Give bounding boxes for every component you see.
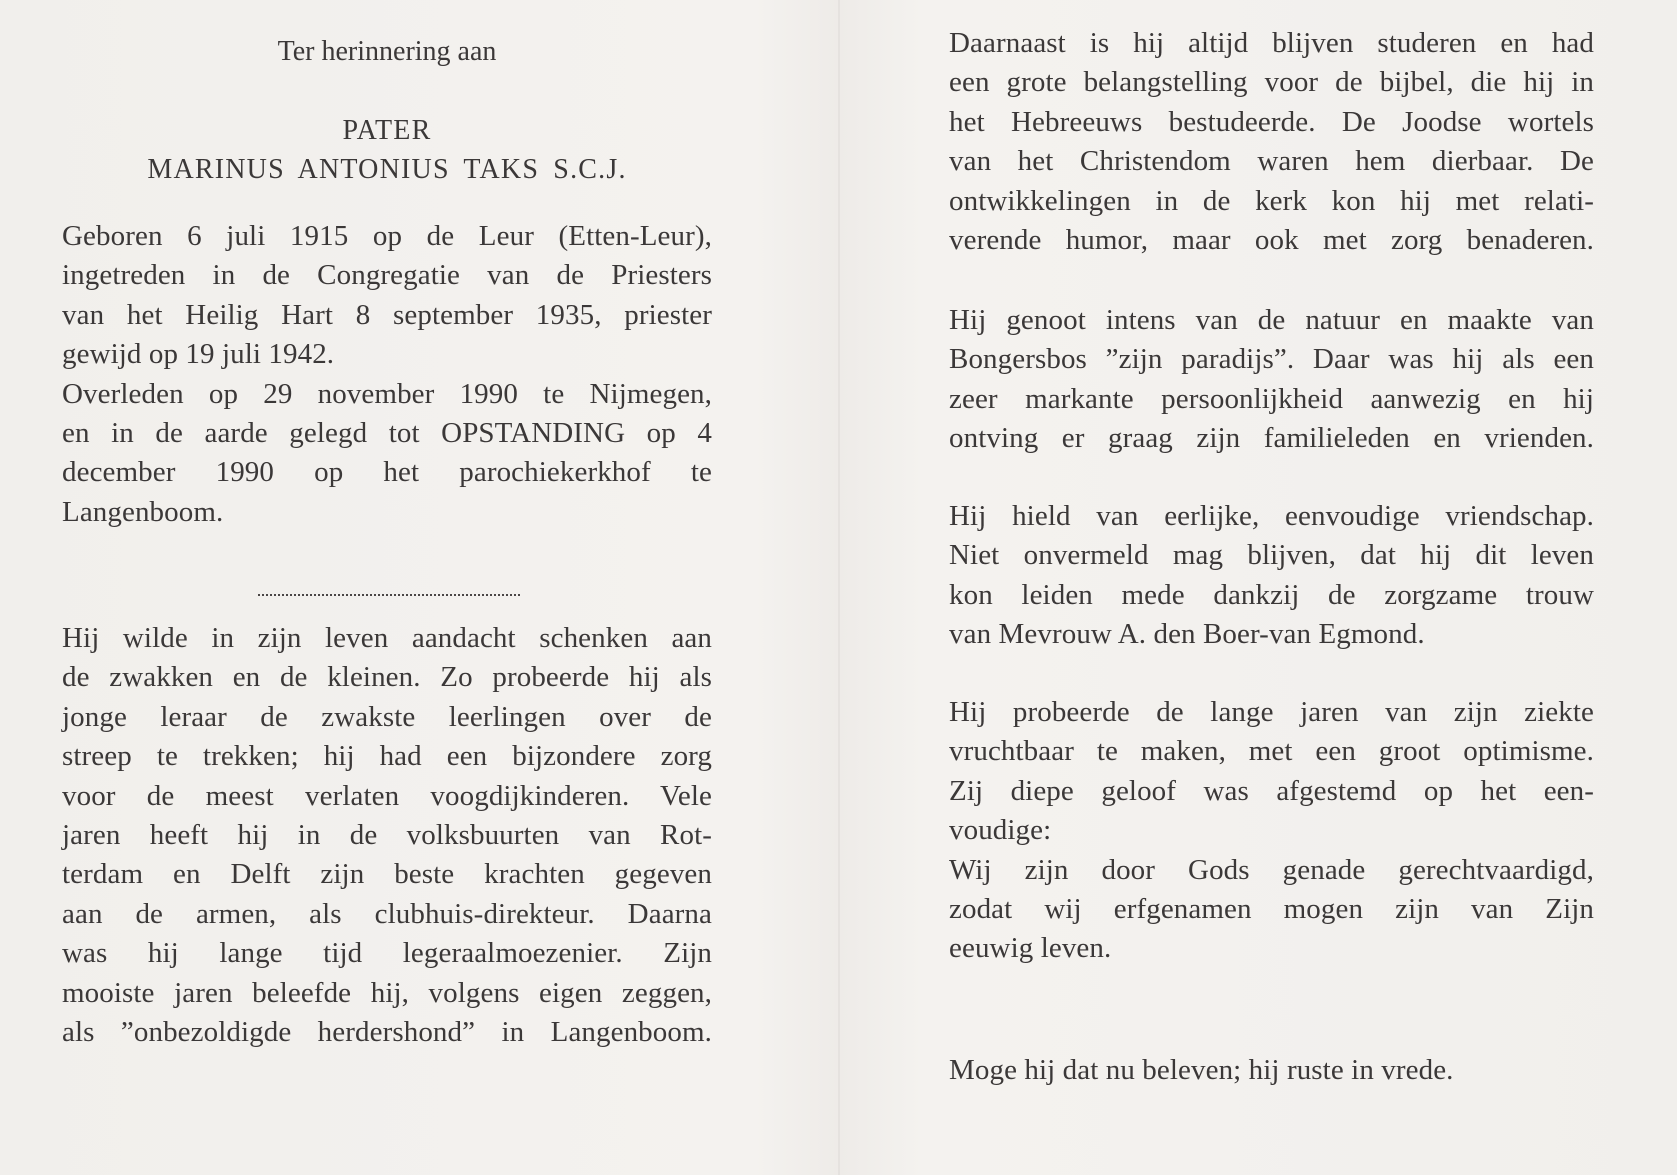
bio-line: van het Heilig Hart 8 september 1935, priester	[62, 298, 712, 331]
text-line: de zwakken en de kleinen. Zo probeerde hij als	[62, 661, 712, 694]
text-line: jaren heeft hij in de volksbuurten van Rot-	[62, 819, 712, 852]
deceased-name	[62, 111, 712, 189]
text-line: voudige:	[949, 814, 1052, 847]
bio-line: december 1990 op het parochiekerkhof te	[62, 456, 712, 489]
text-line: Hij hield van eerlijke, eenvoudige vriendschap.	[949, 500, 1594, 532]
text-line: jonge leraar de zwakste leerlingen over de	[62, 700, 712, 733]
bio-line: Geboren 6 juli 1915 op de Leur (Etten-Leur),	[62, 220, 712, 252]
text-line: Bongersbos ”zijn paradijs”. Daar was hij als een	[949, 343, 1594, 376]
bio-line: gewijd op 19 juli 1942.	[62, 338, 335, 371]
text-line: eeuwig leven.	[949, 932, 1112, 965]
text-line: was hij lange tijd legeraalmoezenier. Zijn	[62, 937, 712, 970]
text-line: terdam en Delft zijn beste krachten gegeven	[62, 858, 712, 891]
text-line: ontwikkelingen in de kerk kon hij met relati-	[949, 184, 1594, 217]
text-line: Niet onvermeld mag blijven, dat hij dit leven	[949, 539, 1594, 572]
text-line: als ”onbezoldigde herdershond” in Langenboom.	[62, 1016, 712, 1049]
bio-line: Langenboom.	[62, 495, 224, 528]
text-line: zeer markante persoonlijkheid aanwezig en hij	[949, 382, 1594, 415]
text-line: Daarnaast is hij altijd blijven studeren en had	[949, 27, 1594, 59]
text-line: kon leiden mede dankzij de zorgzame trouw	[949, 578, 1594, 611]
name-title: PATER	[342, 115, 432, 146]
text-line: Wij zijn door Gods genade gerechtvaardigd,	[949, 853, 1594, 886]
bio-line: Overleden op 29 november 1990 te Nijmegen,	[62, 377, 712, 410]
nature-paragraph	[949, 301, 1594, 459]
text-line: een grote belangstelling voor de bijbel, die hij in	[949, 66, 1594, 99]
closing-text: Moge hij dat nu beleven; hij ruste in vrede.	[949, 1054, 1454, 1086]
bio-line: ingetreden in de Congregatie van de Priesters	[62, 259, 712, 292]
text-line: van het Christendom waren hem dierbaar. De	[949, 145, 1594, 178]
text-line: verende humor, maar ook met zorg benaderen.	[949, 224, 1594, 257]
bio-line: en in de aarde gelegd tot OPSTANDING op 4	[62, 417, 712, 450]
closing-line	[949, 1051, 1594, 1090]
study-paragraph	[949, 24, 1594, 260]
text-line: voor de meest verlaten voogdijkinderen. Vele	[62, 779, 712, 812]
text-line: ontving er graag zijn familieleden en vrienden.	[949, 422, 1594, 455]
text-line: Hij probeerde de lange jaren van zijn ziekte	[949, 696, 1594, 728]
text-line: Hij genoot intens van de natuur en maakte van	[949, 304, 1594, 336]
remembrance-header: Ter herinnering aan	[277, 36, 497, 67]
text-line: mooiste jaren beleefde hij, volgens eigen zeggen,	[62, 976, 712, 1009]
card-fold	[838, 0, 840, 1175]
life-paragraph	[62, 619, 712, 1052]
text-line: streep te trekken; hij had een bijzondere zorg	[62, 740, 712, 773]
text-line: aan de armen, als clubhuis-direkteur. Daarna	[62, 897, 712, 930]
faith-paragraph	[949, 693, 1594, 969]
text-line: van Mevrouw A. den Boer-van Egmond.	[949, 618, 1425, 651]
friendship-paragraph	[949, 497, 1594, 655]
text-line: het Hebreeuws bestudeerde. De Joodse wortels	[949, 105, 1594, 138]
text-line: Hij wilde in zijn leven aandacht schenken aan	[62, 622, 712, 654]
dotted-separator	[258, 590, 520, 596]
text-line: vruchtbaar te maken, met een groot optimisme.	[949, 735, 1594, 768]
name-full: MARINUS ANTONIUS TAKS S.C.J.	[147, 154, 627, 185]
biography-paragraph	[62, 217, 712, 532]
text-line: zodat wij erfgenamen mogen zijn van Zijn	[949, 893, 1594, 926]
text-line: Zij diepe geloof was afgestemd op het een-	[949, 774, 1594, 807]
